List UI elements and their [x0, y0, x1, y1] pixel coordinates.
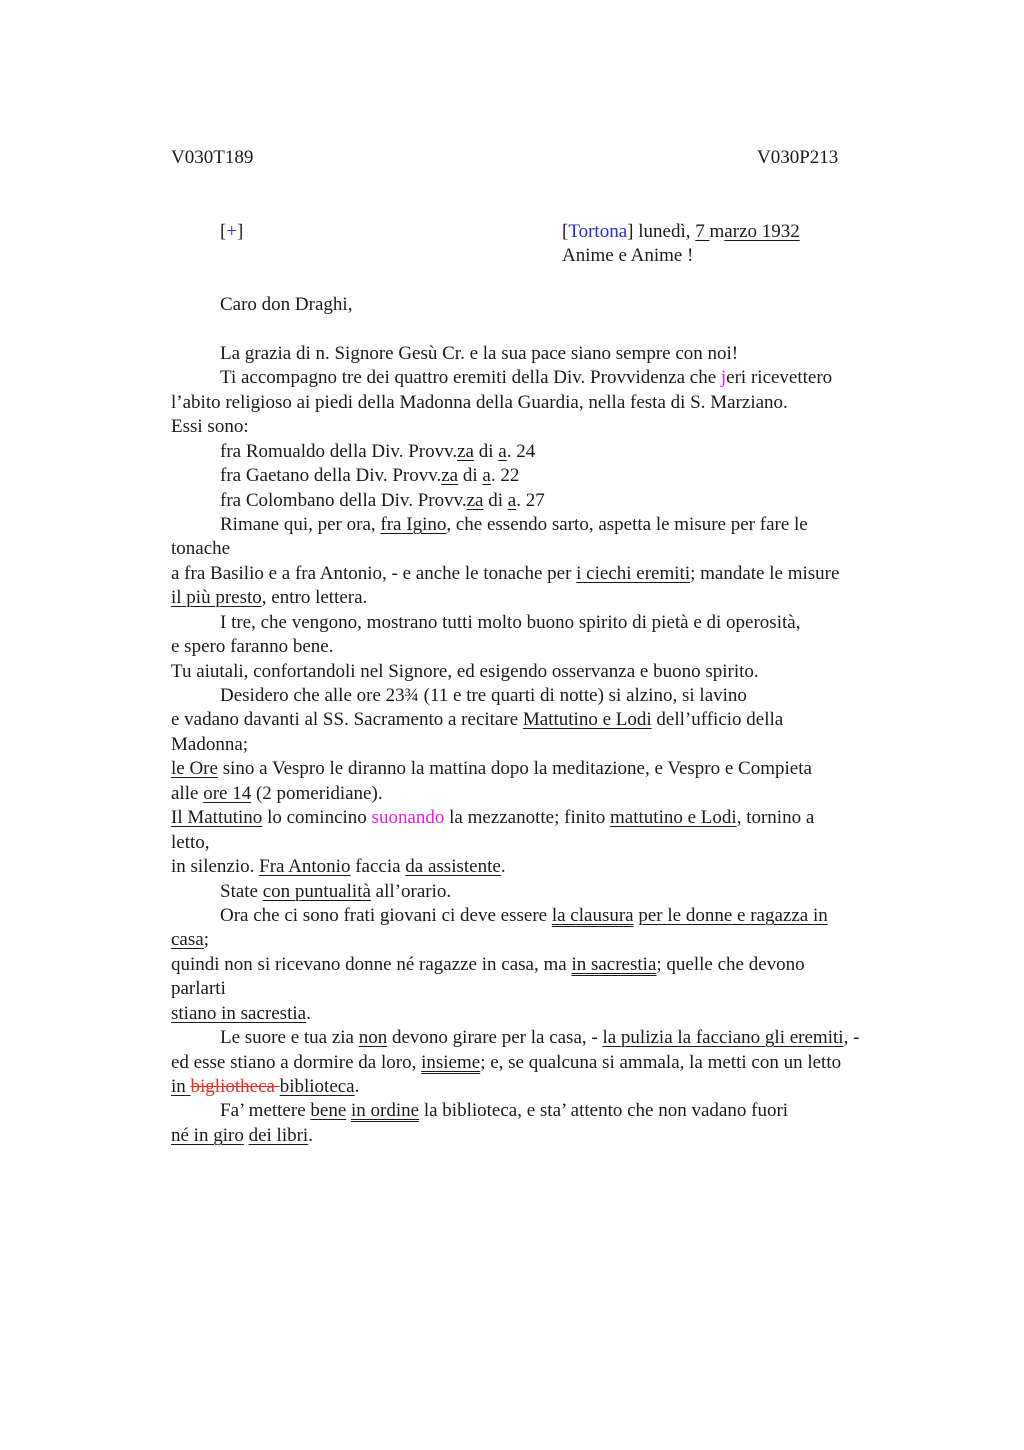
text-line: Tu aiutali, confortandoli nel Signore, ed esigendo osservanza e buono spirito. [171, 661, 759, 682]
text-line: parlarti [171, 978, 226, 999]
text-line: casa; [171, 929, 209, 950]
text-line: l’abito religioso ai piedi della Madonna della Guardia, nella festa di S. Marziano. [171, 392, 788, 413]
text-line: I tre, che vengono, mostrano tutti molto buono spirito di pietà e di operosità, [220, 612, 801, 633]
text-line: a fra Basilio e a fra Antonio, - e anche le tonache per i ciechi eremiti; mandate le misure [171, 563, 840, 584]
list-item: fra Colombano della Div. Provv.za di a. 27 [220, 490, 545, 511]
text-line: e spero faranno bene. [171, 636, 334, 657]
text-line: letto, [171, 832, 210, 853]
text-line: Le suore e tua zia non devono girare per la casa, - la pulizia la facciano gli eremiti, - [220, 1027, 860, 1048]
text-line: State con puntualità all’orario. [220, 881, 452, 902]
text-line: La grazia di n. Signore Gesù Cr. e la sua pace siano sempre con noi! [220, 343, 739, 364]
deleted-word: bigliotheca [190, 1076, 280, 1097]
list-item: fra Gaetano della Div. Provv.za di a. 22 [220, 465, 520, 486]
text-line: stiano in sacrestia. [171, 1003, 311, 1024]
text-line: e vadano davanti al SS. Sacramento a recitare Mattutino e Lodi dell’ufficio della [171, 709, 784, 730]
salutation: Caro don Draghi, [220, 294, 353, 315]
document-code-right: V030P213 [757, 147, 839, 168]
document-code-left: V030T189 [171, 147, 254, 168]
cross-sign: [+] [220, 221, 244, 242]
text-line: Fa’ mettere bene in ordine la biblioteca, e sta’ attento che non vadano fuori [220, 1100, 789, 1121]
place-name: Tortona [568, 221, 628, 242]
text-line: quindi non si ricevano donne né ragazze in casa, ma in sacrestia; quelle che devono [171, 954, 805, 975]
text-line: il più presto, entro lettera. [171, 587, 368, 608]
text-line: Essi sono: [171, 416, 249, 437]
text-line: Rimane qui, per ora, fra Igino, che essendo sarto, aspetta le misure per fare le [220, 514, 808, 535]
text-line: Madonna; [171, 734, 249, 755]
text-line: né in giro dei libri. [171, 1125, 313, 1146]
text-line: ed esse stiano a dormire da loro, insieme; e, se qualcuna si ammala, la metti con un letto [171, 1052, 842, 1073]
text-line: Ti accompagno tre dei quattro eremiti della Div. Provvidenza che jeri ricevettero [220, 367, 833, 388]
text-line: Ora che ci sono frati giovani ci deve essere la clausura per le donne e ragazza in [220, 905, 828, 926]
text-line: le Ore sino a Vespro le diranno la mattina dopo la meditazione, e Vespro e Compieta [171, 758, 812, 779]
text-line: Desidero che alle ore 23¾ (11 e tre quarti di notte) si alzino, si lavino [220, 685, 747, 706]
text-line: alle ore 14 (2 pomeridiane). [171, 783, 383, 804]
text-line: in silenzio. Fra Antonio faccia da assistente. [171, 856, 506, 877]
place-date: [Tortona] lunedì, 7 marzo 1932 [562, 221, 800, 242]
motto: Anime e Anime ! [562, 245, 694, 266]
text-line: in bigliotheca biblioteca. [171, 1076, 360, 1097]
cross-icon: + [226, 221, 238, 242]
list-item: fra Romualdo della Div. Provv.za di a. 24 [220, 441, 536, 462]
text-line: tonache [171, 538, 231, 559]
text-line: Il Mattutino lo comincino suonando la mezzanotte; finito mattutino e Lodi, tornino a [171, 807, 815, 828]
